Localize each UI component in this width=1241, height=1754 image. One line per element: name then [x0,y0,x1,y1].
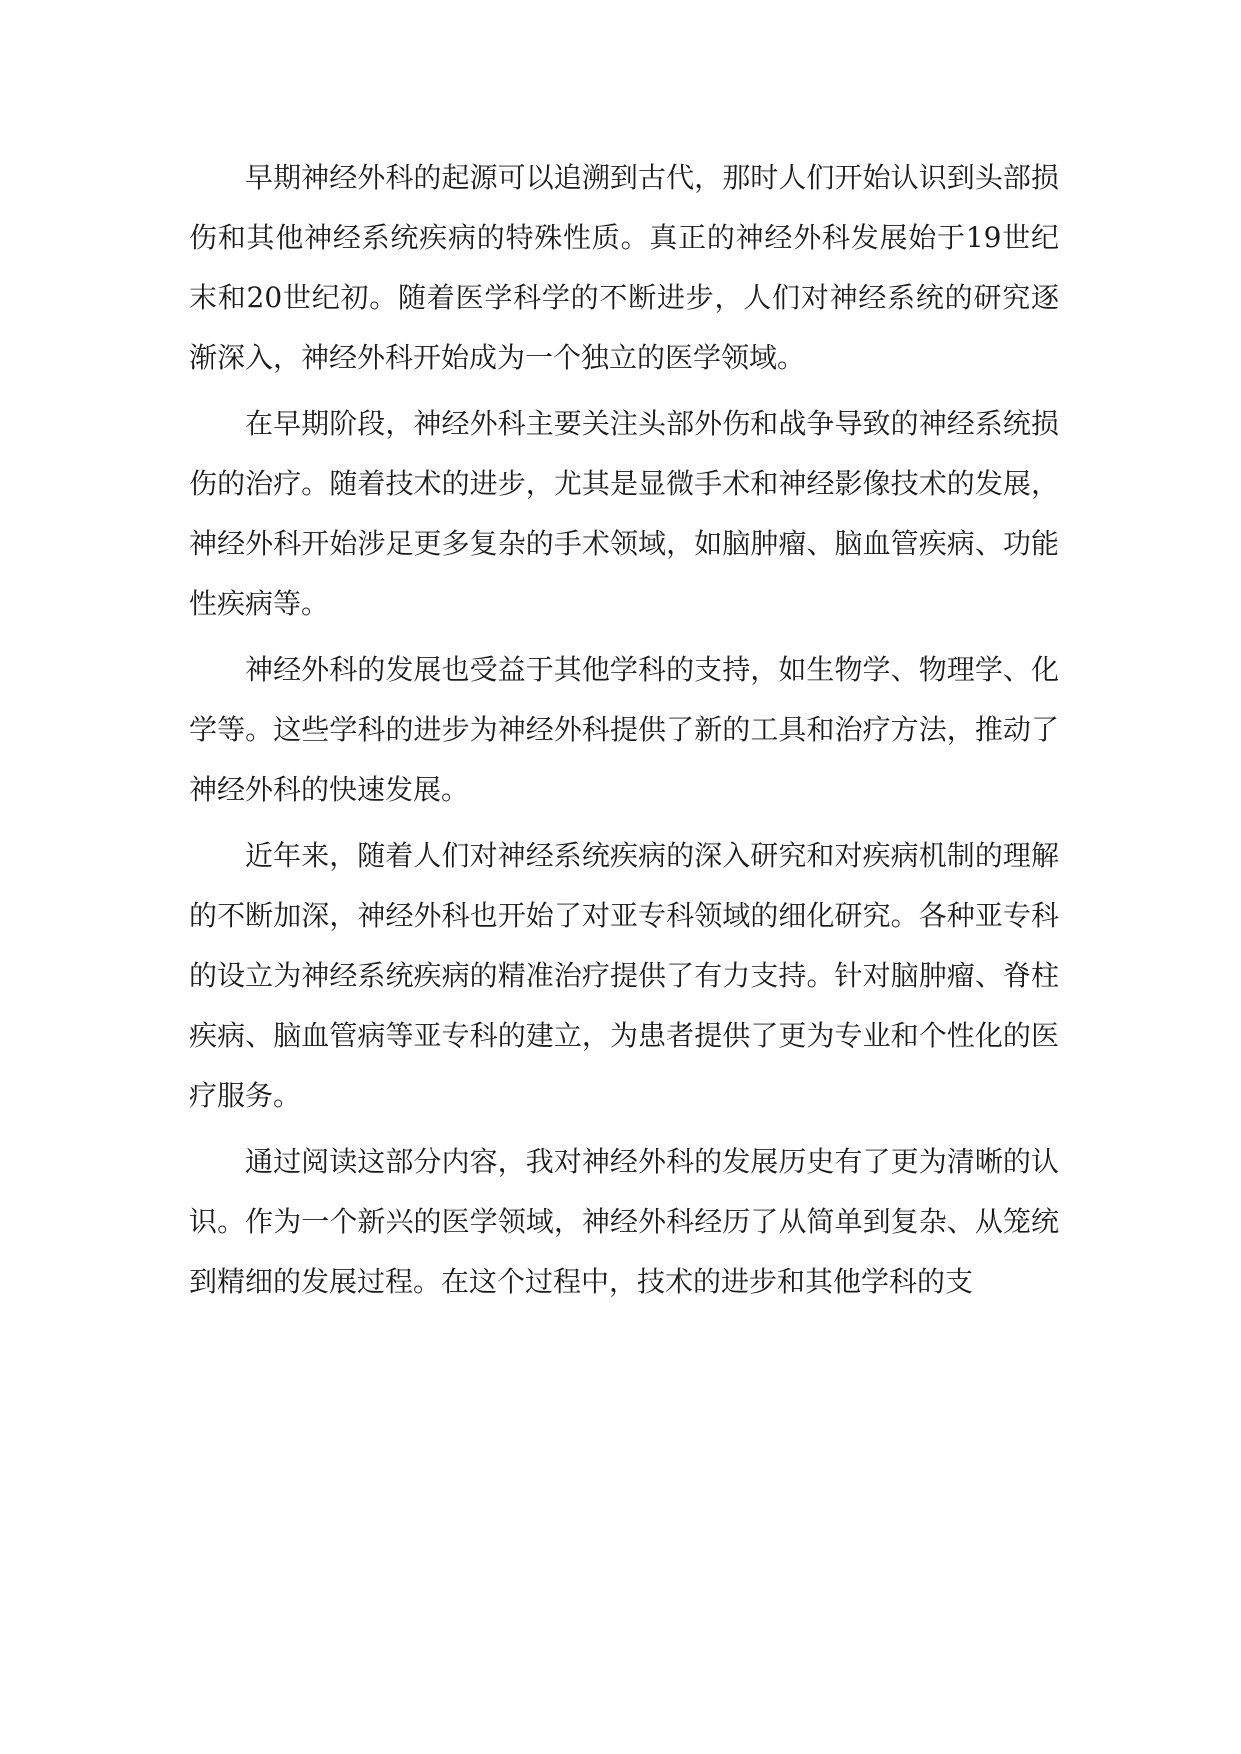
document-body [189,148,1059,1318]
paragraph: 在早期阶段，神经外科主要关注头部外伤和战争导致的神经系统损伤的治疗。随着技术的进步，尤其是显微手术和神经影像技术的发展，神经外科开始涉足更多复杂的手术领域，如脑肿瘤、脑血管疾病、功能性疾病等。 [189,407,1059,620]
paragraph: 早期神经外科的起源可以追溯到古代，那时人们开始认识到头部损伤和其他神经系统疾病的特殊性质。真正的神经外科发展始于19世纪末和20世纪初。随着医学科学的不断进步，人们对神经系统的研究逐渐深入，神经外科开始成为一个独立的医学领域。 [189,161,1059,374]
paragraph: 通过阅读这部分内容，我对神经外科的发展历史有了更为清晰的认识。作为一个新兴的医学领域，神经外科经历了从简单到复杂、从笼统到精细的发展过程。在这个过程中，技术的进步和其他学科的支 [189,1145,1059,1298]
paragraph: 近年来，随着人们对神经系统疾病的深入研究和对疾病机制的理解的不断加深，神经外科也开始了对亚专科领域的细化研究。各种亚专科的设立为神经系统疾病的精准治疗提供了有力支持。针对脑肿瘤、脊柱疾病、脑血管病等亚专科的建立，为患者提供了更为专业和个性化的医疗服务。 [189,839,1059,1112]
paragraph: 神经外科的发展也受益于其他学科的支持，如生物学、物理学、化学等。这些学科的进步为神经外科提供了新的工具和治疗方法，推动了神经外科的快速发展。 [189,653,1059,806]
